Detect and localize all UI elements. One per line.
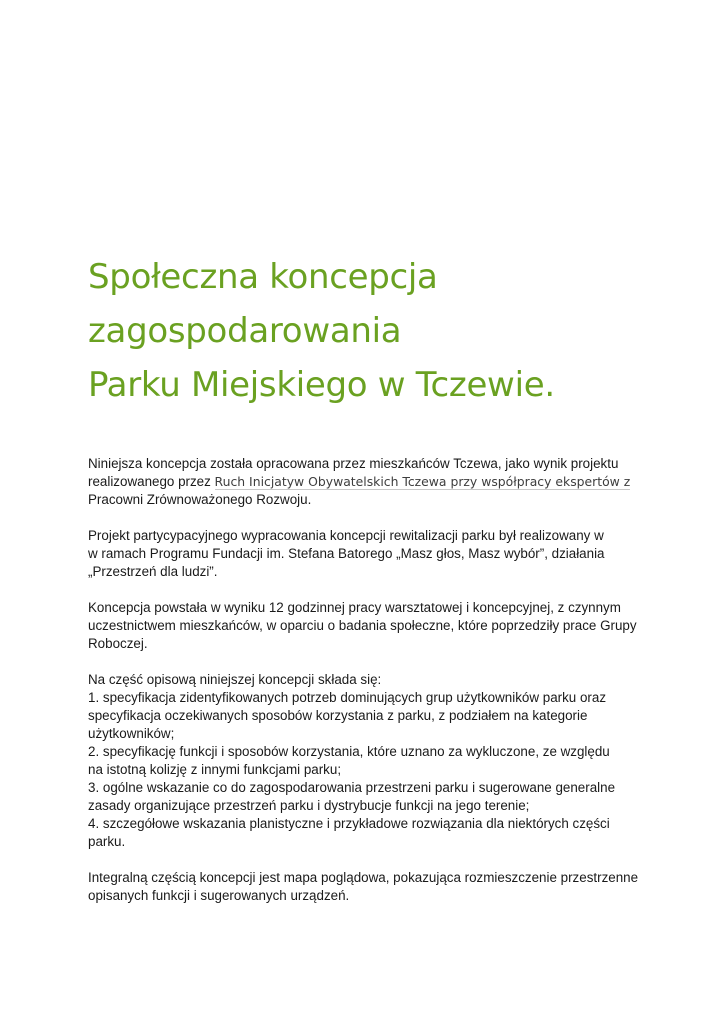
list-item-text: 1. specyfikacja zidentyfikowanych potrzeb dominujących grup użytkowników parku oraz bbox=[88, 690, 607, 705]
text-line: Pracowni Zrównoważonego Rozwoju. bbox=[88, 492, 312, 507]
list-item-text: zasady organizujące przestrzeń parku i dystrybucje funkcji na jego terenie; bbox=[88, 798, 530, 813]
title-line: Parku Miejskiego w Tczewie. bbox=[88, 365, 555, 405]
list-item-text: użytkowników; bbox=[88, 726, 175, 741]
paragraph-intro bbox=[88, 455, 668, 509]
paragraph-map bbox=[88, 869, 668, 905]
text-fragment: realizowanego przez bbox=[88, 474, 215, 489]
list-item-text: specyfikacja oczekiwanych sposobów korzystania z parku, z podziałem na kategorie bbox=[88, 708, 588, 723]
text-line: w ramach Programu Fundacji im. Stefana Batorego „Masz głos, Masz wybór”, działania bbox=[88, 546, 605, 561]
list-item-text: 2. specyfikację funkcji i sposobów korzystania, które uznano za wykluczone, ze względu bbox=[88, 744, 610, 759]
list-item-text: 4. szczegółowe wskazania planistyczne i przykładowe rozwiązania dla niektórych części bbox=[88, 816, 610, 831]
text-line: „Przestrzeń dla ludzi”. bbox=[88, 564, 218, 579]
title-line: Społeczna koncepcja bbox=[88, 257, 438, 297]
document-title bbox=[88, 250, 688, 412]
text-line: uczestnictwem mieszkańców, w oparciu o badania społeczne, które poprzedziły prace Grupy bbox=[88, 618, 637, 633]
list-intro: Na część opisową niniejszej koncepcji składa się: bbox=[88, 672, 382, 687]
text-line: Niniejsza koncepcja została opracowana przez mieszkańców Tczewa, jako wynik projektu bbox=[88, 456, 619, 471]
text-line: Koncepcja powstała w wyniku 12 godzinnej pracy warsztatowej i koncepcyjnej, z czynnym bbox=[88, 600, 621, 615]
list-item-text: parku. bbox=[88, 834, 126, 849]
organization-link[interactable]: Ruch Inicjatyw Obywatelskich Tczewa przy współpracy ekspertów z bbox=[214, 474, 631, 489]
document-body bbox=[88, 455, 668, 923]
text-line: Roboczej. bbox=[88, 636, 148, 651]
paragraph-contents-list bbox=[88, 671, 668, 851]
list-item-text: na istotną kolizję z innymi funkcjami parku; bbox=[88, 762, 342, 777]
title-line: zagospodarowania bbox=[88, 311, 402, 351]
list-item-text: 3. ogólne wskazanie co do zagospodarowania przestrzeni parku i sugerowane generalne bbox=[88, 780, 616, 795]
text-line: Projekt partycypacyjnego wypracowania koncepcji rewitalizacji parku był realizowany w bbox=[88, 528, 604, 543]
text-line: opisanych funkcji i sugerowanych urządzeń. bbox=[88, 888, 350, 903]
paragraph-workshop bbox=[88, 599, 668, 653]
text-line bbox=[88, 473, 668, 491]
text-line: Integralną częścią koncepcji jest mapa poglądowa, pokazująca rozmieszczenie przestrzenne bbox=[88, 870, 639, 885]
paragraph-program bbox=[88, 527, 668, 581]
